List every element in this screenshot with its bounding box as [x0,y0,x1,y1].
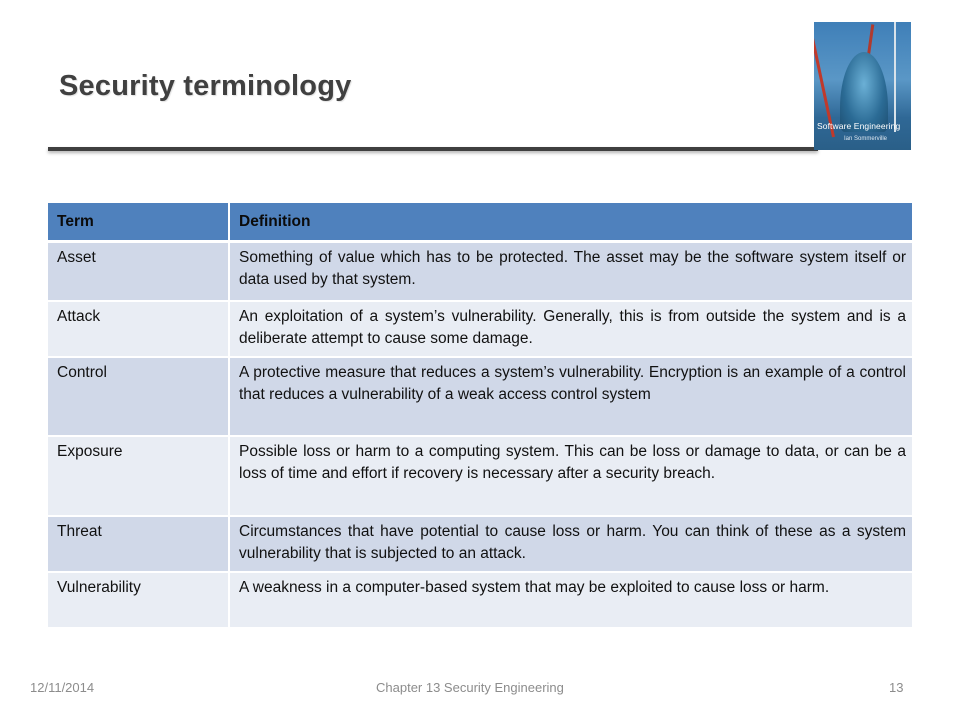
table-row [48,242,912,301]
column-header-definition: Definition [229,203,912,242]
term-cell: Attack [48,301,229,357]
gherkin-tower-graphic [840,52,888,132]
term-cell: Asset [48,242,229,301]
book-cover-image [814,22,911,150]
table-row [48,572,912,627]
term-cell: Control [48,357,229,436]
footer-chapter: Chapter 13 Security Engineering [376,680,564,695]
title-divider [48,147,818,151]
table-row [48,516,912,572]
term-cell: Exposure [48,436,229,516]
term-cell: Threat [48,516,229,572]
footer-page-number: 13 [889,680,904,695]
table-header-row [48,203,912,242]
table-row [48,301,912,357]
terminology-table [48,203,912,627]
definition-cell: Something of value which has to be protected. The asset may be the software system itself or data used by that system. [229,242,912,301]
definition-cell: An exploitation of a system’s vulnerability. Generally, this is from outside the system and is a deliberate attempt to cause some damage. [229,301,912,357]
footer-date: 12/11/2014 [30,680,95,695]
definition-cell: A protective measure that reduces a system’s vulnerability. Encryption is an example of a control that reduces a vulnerability of a weak access control system [229,357,912,436]
term-cell: Vulnerability [48,572,229,627]
table-row [48,436,912,516]
definition-cell: Circumstances that have potential to cause loss or harm. You can think of these as a system vulnerability that is subjected to an attack. [229,516,912,572]
crane-graphic [894,22,896,132]
table-row [48,357,912,436]
slide-title: Security terminology [59,70,352,102]
book-title: Software Engineering [817,121,901,131]
definition-cell: A weakness in a computer-based system that may be exploited to cause loss or harm. [229,572,912,627]
definition-cell: Possible loss or harm to a computing system. This can be loss or damage to data, or can be a loss of time and effort if recovery is necessary after a security breach. [229,436,912,516]
column-header-term: Term [48,203,229,242]
book-author: Ian Sommerville [844,136,888,142]
